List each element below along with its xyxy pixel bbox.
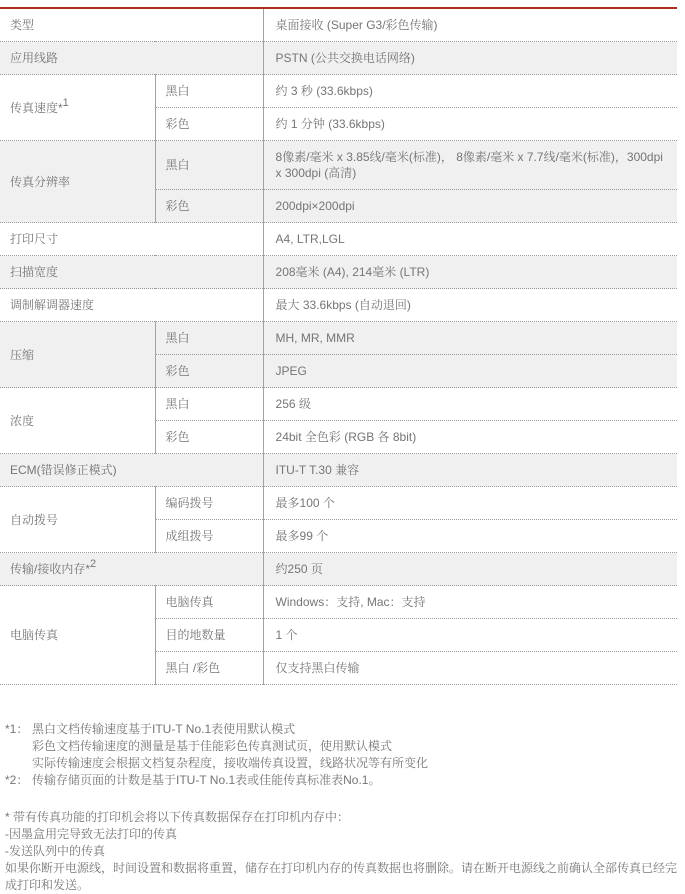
footnote-marker: *2： — [5, 773, 29, 787]
spec-label-cell: 浓度 — [0, 388, 155, 454]
spec-sublabel-cell: 编码拨号 — [155, 487, 263, 520]
spec-sublabel-cell: 目的地数量 — [155, 619, 263, 652]
table-row — [0, 223, 677, 256]
spec-label-cell: 传真速度*$^1$ — [0, 75, 155, 141]
footnote-line: 彩色文档传输速度的测量是基于佳能彩色传真测试页，使用默认模式 — [32, 739, 393, 753]
spec-value-cell: 约 1 分钟 (33.6kbps) — [263, 108, 677, 141]
spec-label-cell: 扫描宽度 — [0, 256, 263, 289]
spec-label-cell: ECM(错误修正模式) — [0, 454, 263, 487]
table-row — [0, 141, 677, 190]
spec-value-cell: 24bit 全色彩 (RGB 各 8bit) — [263, 421, 677, 454]
spec-value-cell: MH, MR, MMR — [263, 322, 677, 355]
spec-sublabel-cell: 黑白 — [155, 322, 263, 355]
table-row — [0, 553, 677, 586]
spec-label-cell: 调制解调器速度 — [0, 289, 263, 322]
spec-value-cell: JPEG — [263, 355, 677, 388]
memory-note-line: -发送队列中的传真 — [5, 844, 105, 858]
spec-sublabel-cell: 彩色 — [155, 190, 263, 223]
spec-value-cell: 200dpi×200dpi — [263, 190, 677, 223]
table-row — [0, 8, 677, 42]
table-row — [0, 487, 677, 520]
spec-value-cell: 8像素/毫米 x 3.85线/毫米(标准)， 8像素/毫米 x 7.7线/毫米(标准)，300dpi x 300dpi (高清) — [263, 141, 677, 190]
memory-note-line: -因墨盒用完导致无法打印的传真 — [5, 827, 177, 841]
spec-value-cell: PSTN (公共交换电话网络) — [263, 42, 677, 75]
spec-sublabel-cell: 电脑传真 — [155, 586, 263, 619]
footnote-ref: 1 — [62, 96, 69, 109]
table-row — [0, 322, 677, 355]
spec-value-cell: 1 个 — [263, 619, 677, 652]
spec-value-cell: 仅支持黑白传输 — [263, 652, 677, 685]
footnote-line: 实际传输速度会根据文档复杂程度，接收端传真设置，线路状况等有所变化 — [32, 756, 429, 770]
table-row — [0, 586, 677, 619]
spec-value-cell: 208毫米 (A4), 214毫米 (LTR) — [263, 256, 677, 289]
spec-label-cell: 电脑传真 — [0, 586, 155, 685]
spec-sublabel-cell: 彩色 — [155, 108, 263, 141]
footnote-line: 传输存储页面的计数是基于ITU-T No.1表或佳能传真标准表No.1。 — [32, 773, 381, 787]
spec-value-cell: ITU-T T.30 兼容 — [263, 454, 677, 487]
footnote-lines — [32, 772, 685, 789]
memory-note-line: * 带有传真功能的打印机会将以下传真数据保存在打印机内存中： — [5, 810, 350, 824]
spec-value-cell: Windows：支持, Mac：支持 — [263, 586, 677, 619]
spec-label-cell: 类型 — [0, 8, 263, 42]
footnote — [5, 772, 685, 789]
spec-value-cell: 最多100 个 — [263, 487, 677, 520]
spec-table-body — [0, 8, 677, 685]
spec-sublabel-cell: 成组拨号 — [155, 520, 263, 553]
table-row — [0, 75, 677, 108]
table-row — [0, 289, 677, 322]
spec-label-cell: 应用线路 — [0, 42, 263, 75]
footnotes-block — [5, 721, 685, 789]
spec-label-cell: 压缩 — [0, 322, 155, 388]
footnote-lines — [32, 721, 685, 772]
spec-sublabel-cell: 黑白 /彩色 — [155, 652, 263, 685]
footnote-line: 黑白文档传输速度基于ITU-T No.1表使用默认模式 — [32, 722, 296, 736]
table-row — [0, 42, 677, 75]
memory-note-line: 如果你断开电源线，时间设置和数据将重置，储存在打印机内存的传真数据也将删除。请在断开电源线之前确认全部传真已经完成打印和发送。 — [5, 861, 678, 892]
spec-value-cell: 最大 33.6kbps (自动退回) — [263, 289, 677, 322]
spec-label-cell: 自动拨号 — [0, 487, 155, 553]
spec-value-cell: 最多99 个 — [263, 520, 677, 553]
footnote-marker: *1： — [5, 722, 29, 736]
spec-sublabel-cell: 彩色 — [155, 355, 263, 388]
memory-note-block — [5, 809, 677, 894]
spec-label-cell: 传真分辨率 — [0, 141, 155, 223]
spec-value-cell: 256 级 — [263, 388, 677, 421]
spec-label-cell: 打印尺寸 — [0, 223, 263, 256]
spec-sublabel-cell: 黑白 — [155, 388, 263, 421]
fax-spec-table — [0, 7, 677, 685]
footnote — [5, 721, 685, 772]
spec-label-cell: 传输/接收内存*$^2$ — [0, 553, 263, 586]
spec-value-cell: A4, LTR,LGL — [263, 223, 677, 256]
footnote-ref: 2 — [90, 558, 97, 570]
spec-sublabel-cell: 彩色 — [155, 421, 263, 454]
spec-value-cell: 桌面接收 (Super G3/彩色传输) — [263, 8, 677, 42]
table-row — [0, 454, 677, 487]
spec-value-cell: 约 3 秒 (33.6kbps) — [263, 75, 677, 108]
spec-sublabel-cell: 黑白 — [155, 141, 263, 190]
table-row — [0, 256, 677, 289]
spec-sublabel-cell: 黑白 — [155, 75, 263, 108]
spec-value-cell: 约250 页 — [263, 553, 677, 586]
table-row — [0, 388, 677, 421]
